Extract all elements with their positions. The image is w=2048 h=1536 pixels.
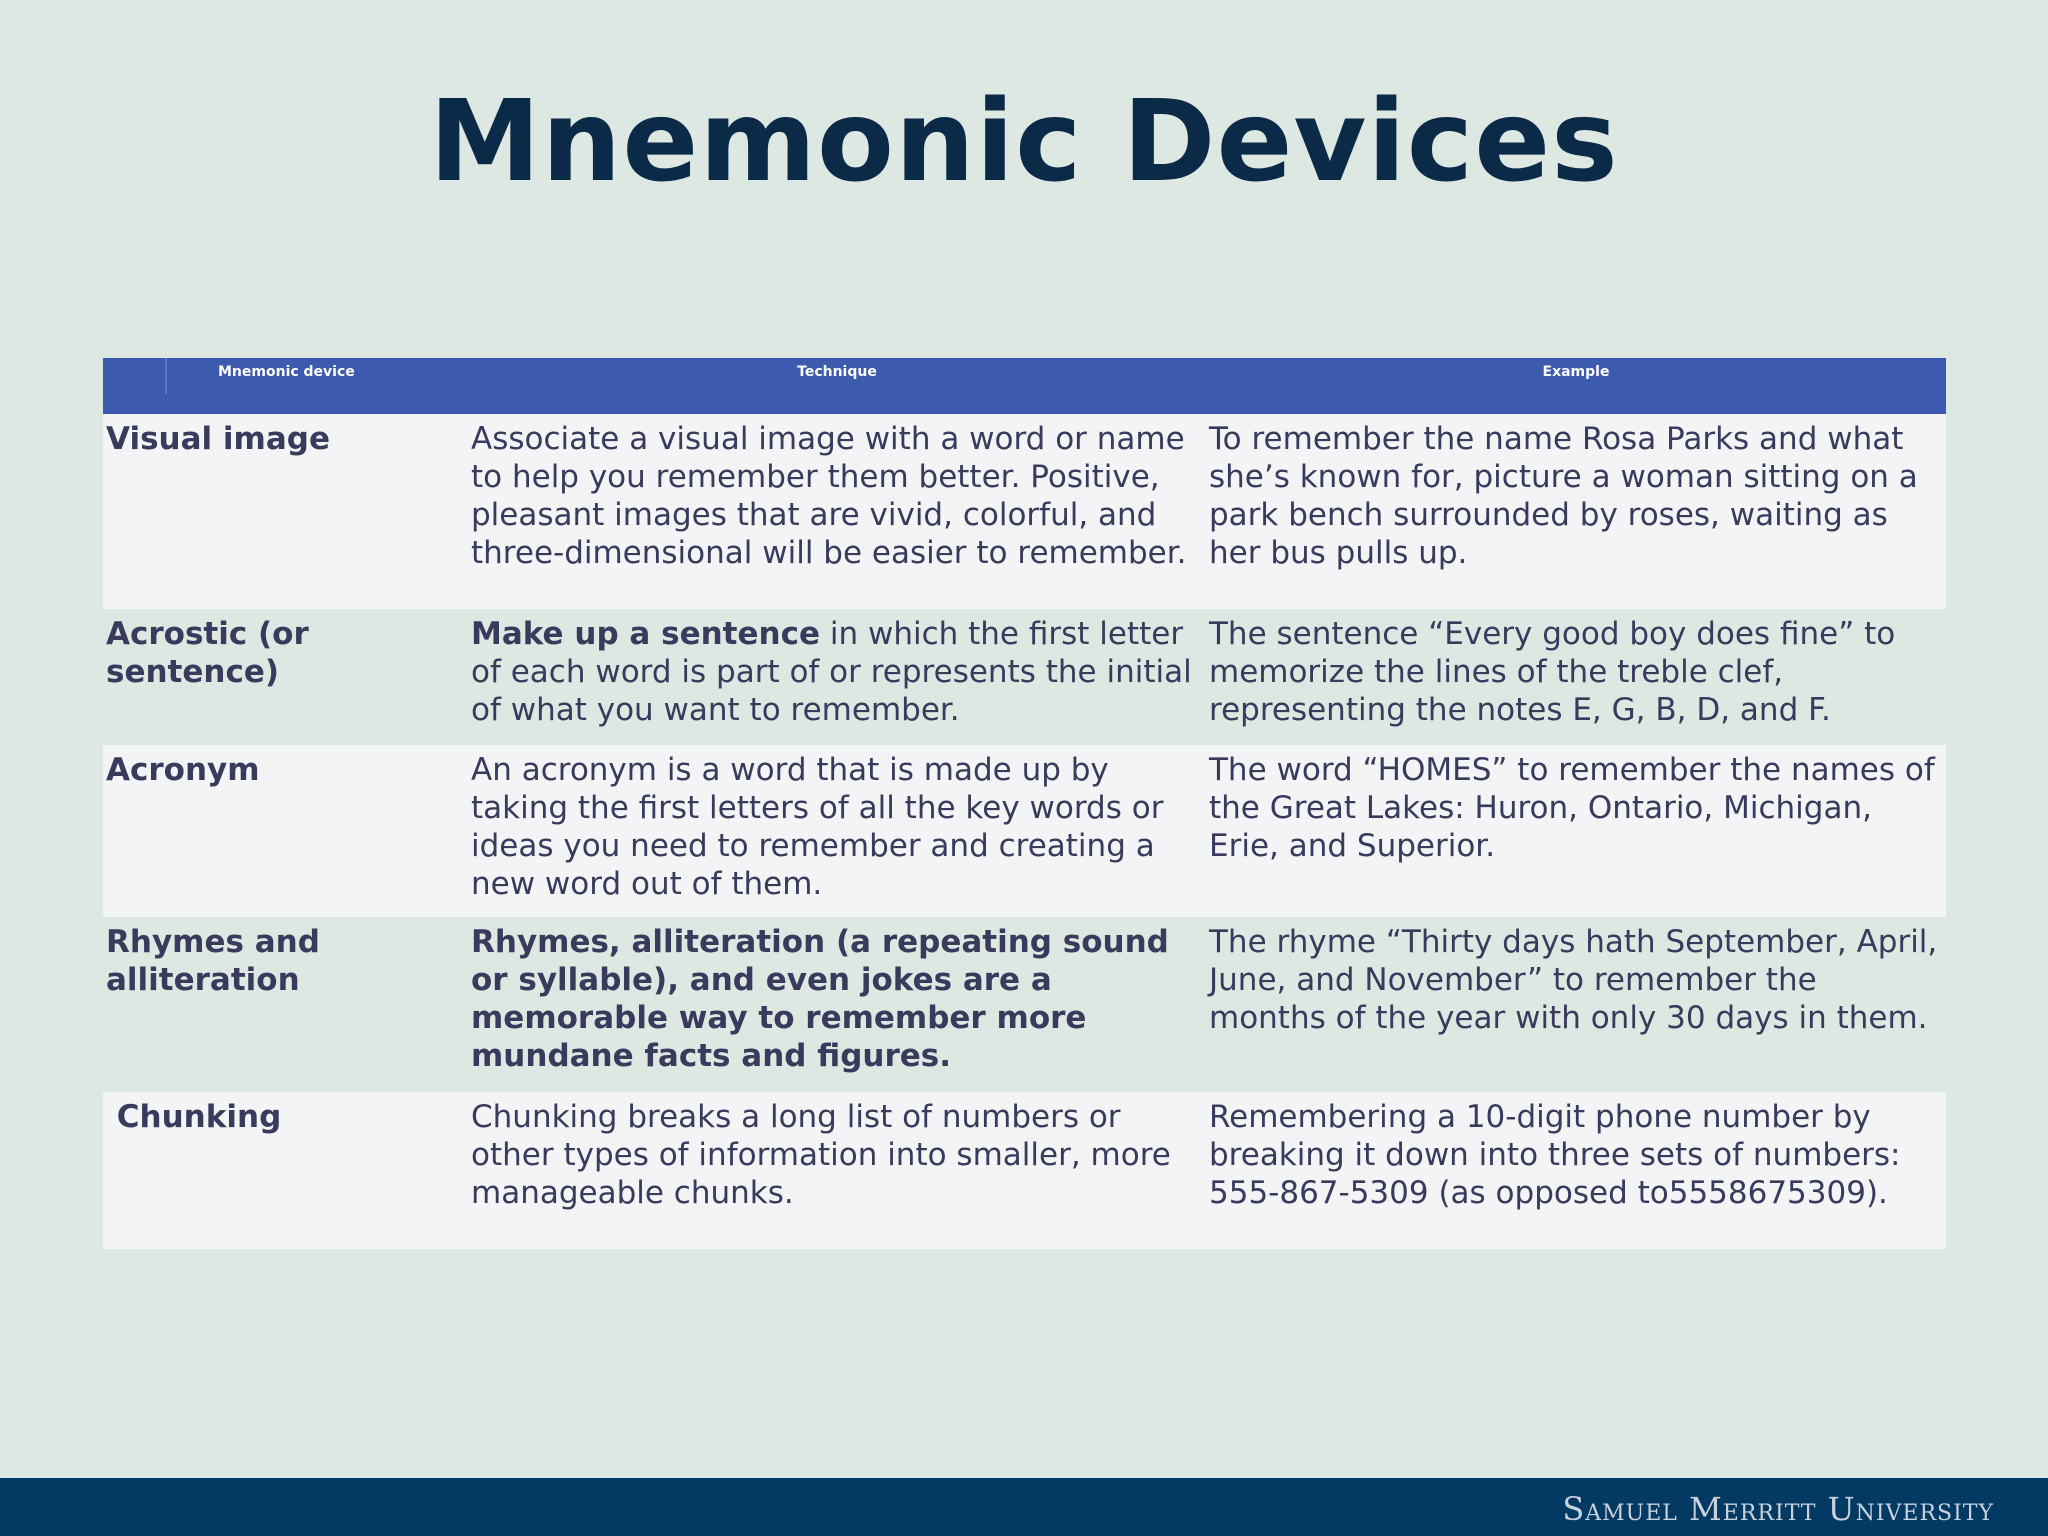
table-row <box>103 414 1946 609</box>
row-technique <box>468 1098 1206 1249</box>
row-term: Acrostic (or sentence) <box>106 616 309 690</box>
row-example: Remembering a 10-digit phone number by breaking it down into three sets of numbers: 555-867-5309 (as opposed to5558675309). <box>1209 1099 1901 1211</box>
table-row <box>103 745 1946 917</box>
university-wordmark: Samuel Merritt University <box>1562 1490 1994 1528</box>
technique-text: An acronym is a word that is made up by taking the first letters of all the key words or ideas you need to remember and creating a new word out of them. <box>471 752 1164 902</box>
row-technique <box>468 923 1206 1092</box>
table-header-row <box>103 358 1946 414</box>
mnemonic-table <box>103 358 1946 1249</box>
technique-bold: Rhymes, alliteration (a repeating sound or syllable), and even jokes are a memorable way to remember more mundane facts and figures. <box>471 924 1169 1074</box>
row-example: The rhyme “Thirty days hath September, April, June, and November” to remember the months of the year with only 30 days in them. <box>1209 924 1938 1036</box>
row-example: The sentence “Every good boy does fine” to memorize the lines of the treble clef, representing the notes E, G, B, D, and F. <box>1209 616 1896 728</box>
header-mnemonic-device: Mnemonic device <box>218 364 355 380</box>
technique-bold: Make up a sentence <box>471 616 820 652</box>
table-row <box>103 1092 1946 1249</box>
header-example: Example <box>1542 364 1610 380</box>
row-example: The word “HOMES” to remember the names of the Great Lakes: Huron, Ontario, Michigan, Erie, and Superior. <box>1209 752 1935 864</box>
row-term: Acronym <box>106 752 260 788</box>
row-term: Chunking <box>106 1099 282 1135</box>
technique-text: Chunking breaks a long list of numbers or other types of information into smaller, more manageable chunks. <box>471 1099 1171 1211</box>
header-divider <box>165 358 167 394</box>
technique-text: Associate a visual image with a word or name to help you remember them better. Positive, pleasant images that are vivid, colorful, and three-dimensional will be easier to remember. <box>471 421 1187 571</box>
technique-text: in which the first letter of each word is part of or represents the initial of what you want to remember. <box>471 616 1192 728</box>
row-technique <box>468 615 1206 745</box>
slide-title: Mnemonic Devices <box>429 77 1619 207</box>
row-example: To remember the name Rosa Parks and what she’s known for, picture a woman sitting on a park bench surrounded by roses, waiting as her bus pulls up. <box>1209 421 1918 571</box>
table-row <box>103 609 1946 745</box>
header-technique: Technique <box>797 364 877 380</box>
footer-bar <box>0 1478 2048 1536</box>
row-technique <box>468 751 1206 917</box>
row-term: Visual image <box>106 421 330 457</box>
row-term: Rhymes and alliteration <box>106 924 320 998</box>
row-technique <box>468 420 1206 609</box>
table-row <box>103 917 1946 1092</box>
